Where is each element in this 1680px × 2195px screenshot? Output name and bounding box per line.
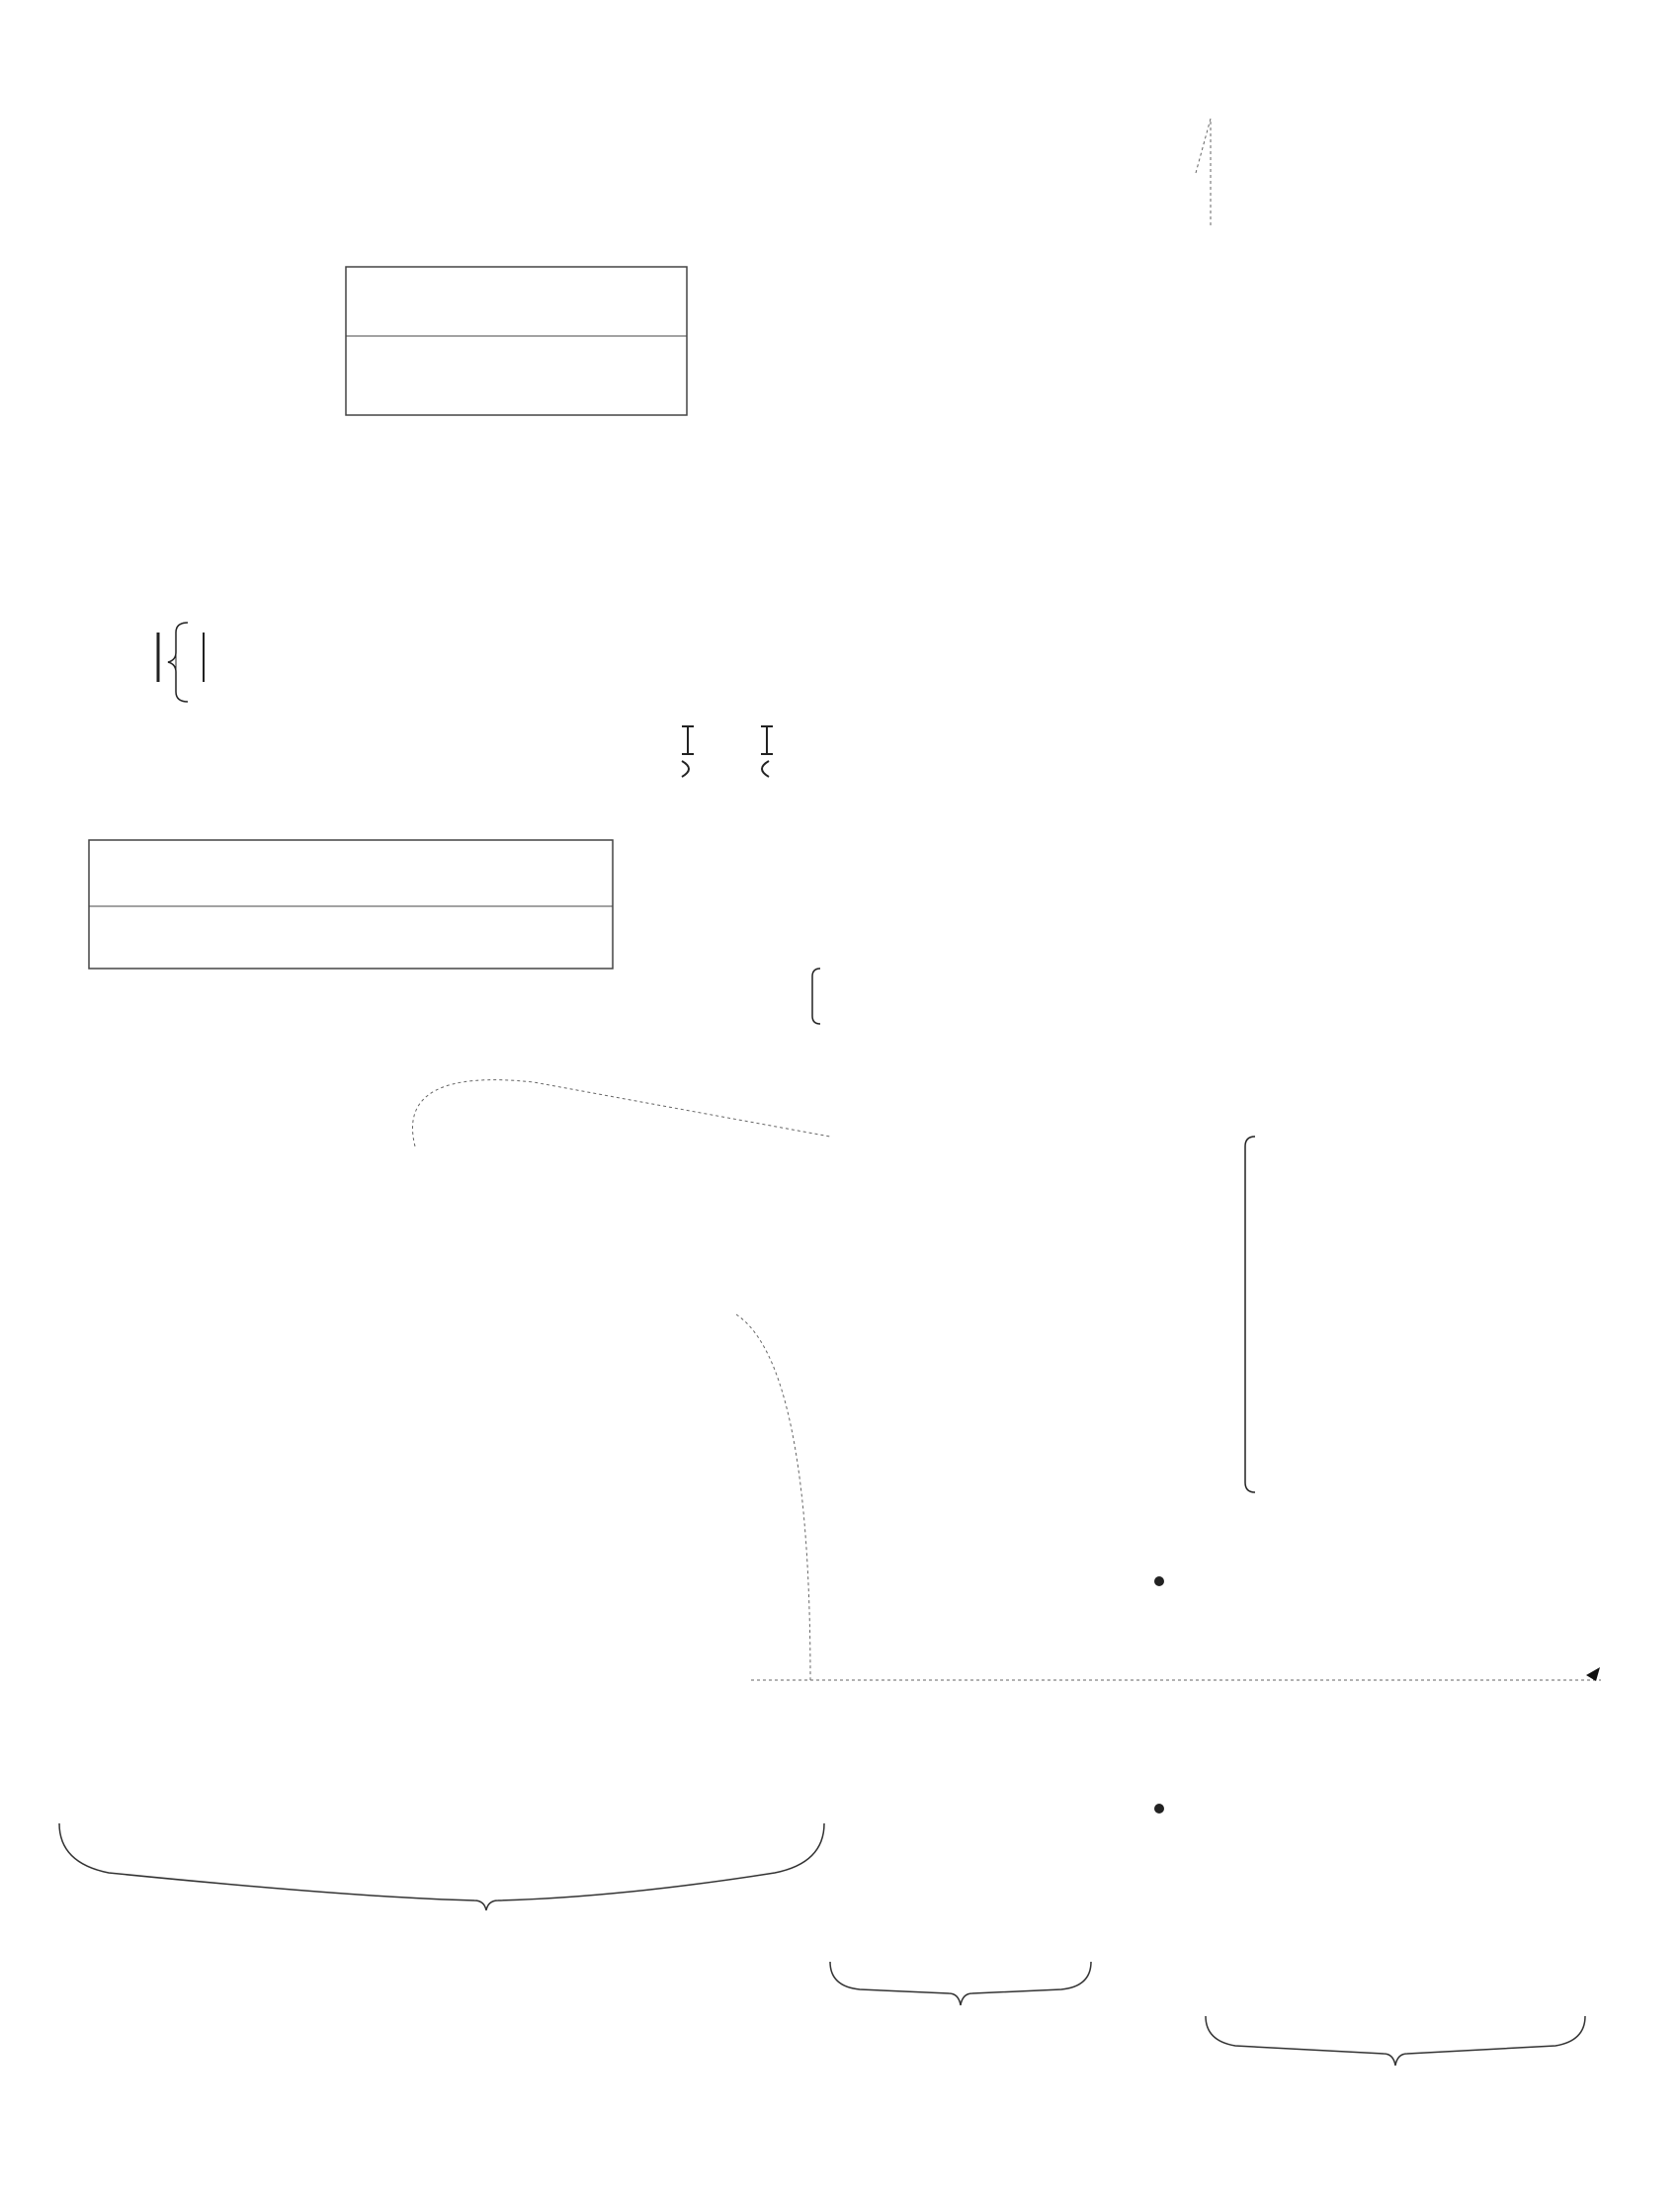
top-increase-table: [89, 840, 613, 969]
connector-line-brim: [1196, 119, 1211, 227]
drawstring-dot: [1154, 1576, 1164, 1586]
color-legend: [158, 623, 204, 702]
stitch-symbol-legend: [682, 726, 773, 777]
drawstring-dot: [1154, 1804, 1164, 1814]
cut-yarn-arrow: [1586, 1667, 1600, 1681]
connector-line-side: [736, 1314, 810, 1680]
connector-line-top: [413, 1080, 831, 1146]
side-bracket: [830, 1962, 1091, 2005]
top-bracket: [59, 1823, 824, 1910]
brim-increase-table: [346, 267, 687, 415]
brim-bracket: [1206, 2016, 1585, 2066]
